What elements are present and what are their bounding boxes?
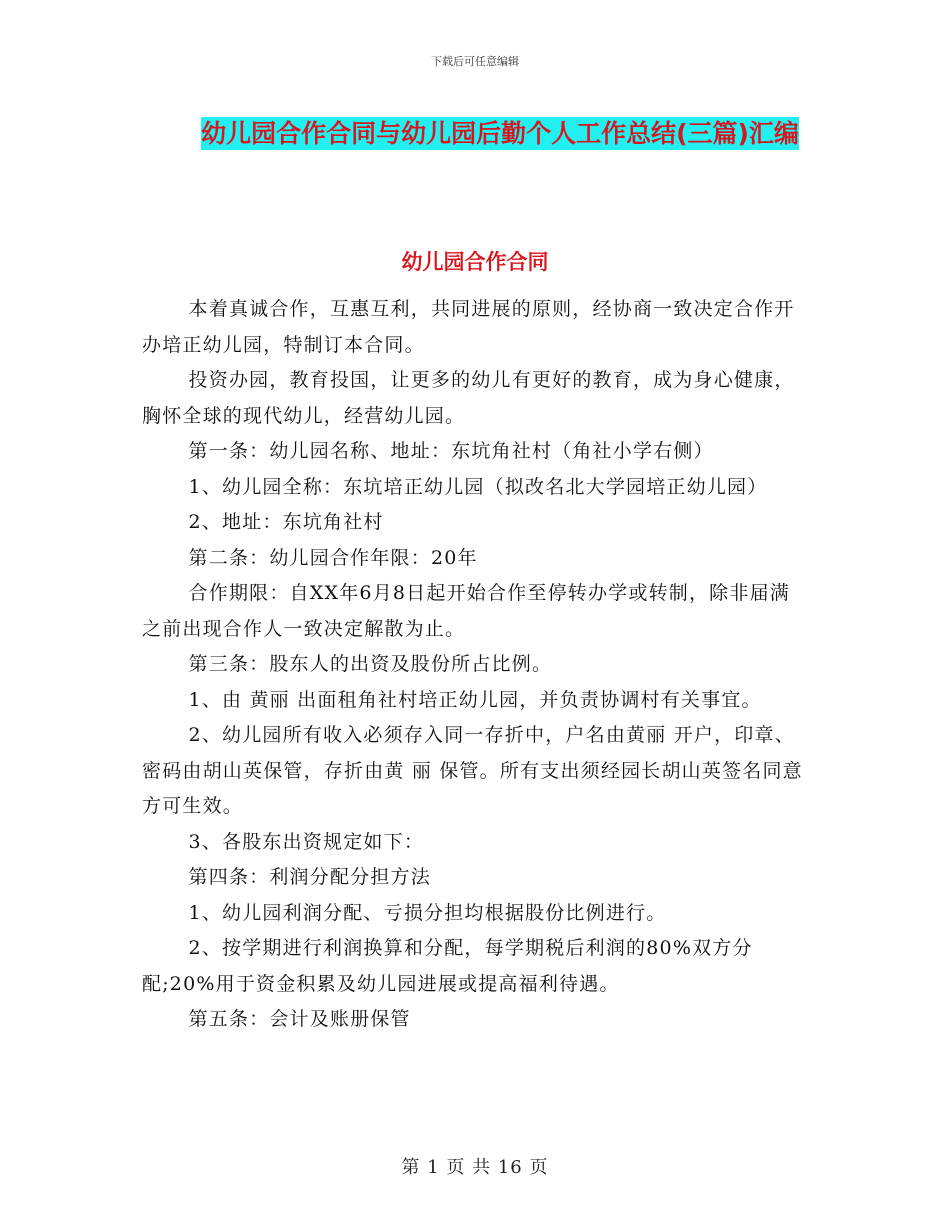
paragraph: 2、按学期进行利润换算和分配，每学期税后利润的80%双方分配;20%用于资金积累及幼儿园进展或提高福利待遇。 <box>142 937 753 995</box>
paragraph: 第五条：会计及账册保管 <box>188 1008 411 1030</box>
paragraph: 3、各股东出资规定如下： <box>188 830 425 853</box>
paragraph: 投资办园，教育投国，让更多的幼儿有更好的教育，成为身心健康，胸怀全球的现代幼儿，经营幼儿园。 <box>142 369 795 427</box>
paragraph: 2、幼儿园所有收入必须存入同一存折中，户名由黄丽 开户，印章、密码由胡山英保管，存折由黄 丽 保管。所有支出须经园长胡山英签名同意方可生效。 <box>142 724 803 817</box>
paragraph: 本着真诚合作，互惠互利，共同进展的原则，经协商一致决定合作开办培正幼儿园，特制订本合同。 <box>142 298 795 356</box>
paragraph: 2、地址：东坑角社村 <box>188 511 384 533</box>
document-body <box>142 292 807 1038</box>
paragraph: 第一条：幼儿园名称、地址：东坑角社村（角社小学右侧） <box>188 440 714 462</box>
paragraph: 第二条：幼儿园合作年限：20年 <box>188 546 478 569</box>
download-note: 下载后可任意编辑 <box>431 55 519 68</box>
paragraph: 合作期限：自XX年6月8日起开始合作至停转办学或转制，除非届满之前出现合作人一致决定解散为止。 <box>142 582 790 640</box>
paragraph: 1、幼儿园利润分配、亏损分担均根据股份比例进行。 <box>188 901 667 924</box>
paragraph: 第三条：股东人的出资及股份所占比例。 <box>188 653 553 675</box>
section-title: 幼儿园合作合同 <box>401 250 549 274</box>
document-title-text: 幼儿园合作合同与幼儿园后勤个人工作总结(三篇)汇编 <box>201 119 799 148</box>
page-number: 第 1 页 共 16 页 <box>401 1157 549 1178</box>
document-title <box>190 112 810 155</box>
paragraph: 第四条：利润分配分担方法 <box>188 866 431 888</box>
paragraph: 1、幼儿园全称：东坑培正幼儿园（拟改名北大学园培正幼儿园） <box>188 475 768 498</box>
paragraph: 1、由 黄丽 出面租角社村培正幼儿园，并负责协调村有关事宜。 <box>188 688 762 711</box>
